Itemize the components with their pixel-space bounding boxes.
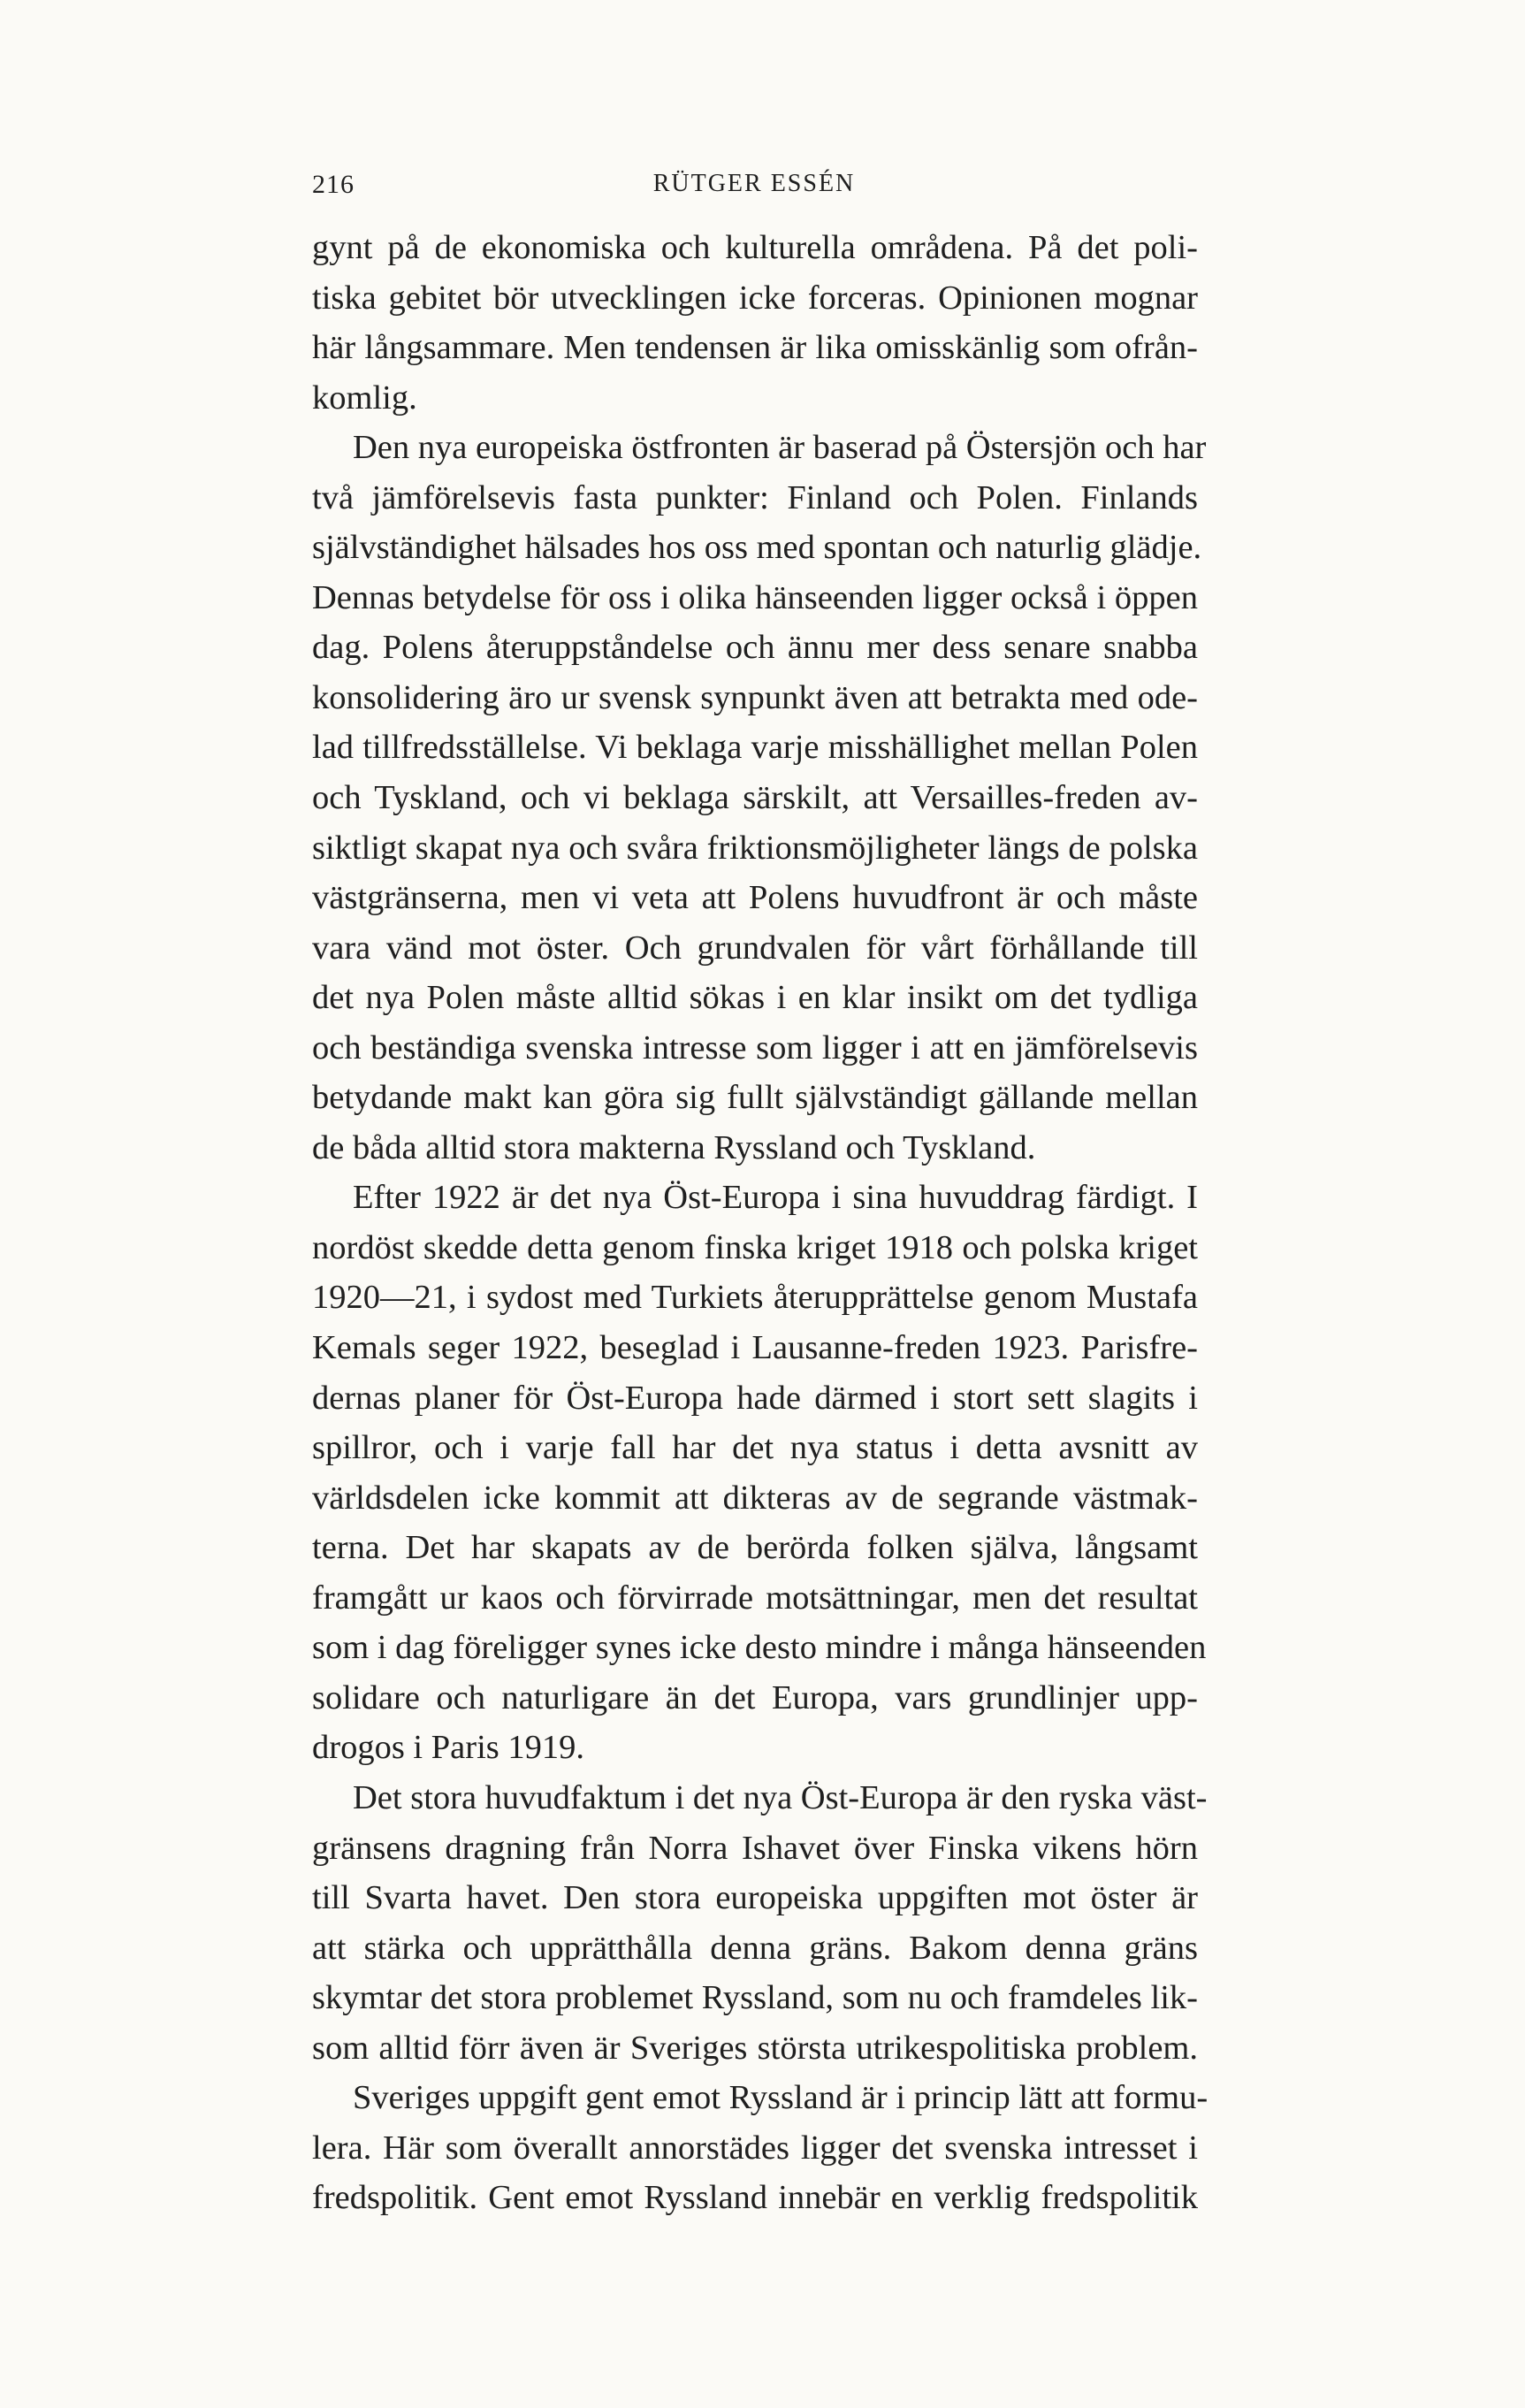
text-line: vara vänd mot öster. Och grundvalen för vårt förhållande till bbox=[312, 929, 1198, 967]
text-line: lera. Här som överallt annorstädes ligger det svenska intresset i bbox=[312, 2129, 1198, 2167]
text-line: siktligt skapat nya och svåra friktionsmöjligheter längs de polska bbox=[312, 829, 1198, 867]
text-line: Den nya europeiska östfronten är baserad på Östersjön och har bbox=[353, 429, 1207, 467]
text-line: terna. Det har skapats av de berörda folken själva, långsamt bbox=[312, 1529, 1198, 1567]
text-line: lad tillfredsställelse. Vi beklaga varje misshällighet mellan Polen bbox=[312, 729, 1198, 767]
text-line: framgått ur kaos och förvirrade motsättningar, men det resultat bbox=[312, 1579, 1198, 1617]
body-text bbox=[312, 223, 1209, 2223]
text-line: två jämförelsevis fasta punkter: Finland och Polen. Finlands bbox=[312, 478, 1198, 516]
text-line: gynt på de ekonomiska och kulturella områdena. På det poli- bbox=[312, 229, 1198, 266]
text-line: Det stora huvudfaktum i det nya Öst-Europa är den ryska väst- bbox=[353, 1778, 1208, 1816]
text-line: Efter 1922 är det nya Öst-Europa i sina huvuddrag färdigt. I bbox=[353, 1179, 1198, 1217]
page-number: 216 bbox=[312, 170, 355, 199]
text-line: världsdelen icke kommit att dikteras av de segrande västmak- bbox=[312, 1479, 1198, 1517]
text-line: tiska gebitet bör utvecklingen icke forceras. Opinionen mognar bbox=[312, 279, 1198, 317]
text-line: Kemals seger 1922, beseglad i Lausanne-freden 1923. Parisfre- bbox=[312, 1329, 1198, 1367]
text-line: Dennas betydelse för oss i olika hänseenden ligger också i öppen bbox=[312, 578, 1198, 616]
text-line: och beständiga svenska intresse som ligger i att en jämförelsevis bbox=[312, 1028, 1198, 1066]
text-line: konsolidering äro ur svensk synpunkt även att betrakta med ode- bbox=[312, 678, 1198, 716]
text-line: de båda alltid stora makterna Ryssland och Tyskland. bbox=[312, 1128, 1036, 1166]
text-line: fredspolitik. Gent emot Ryssland innebär en verklig fredspolitik bbox=[312, 2179, 1198, 2217]
running-head bbox=[312, 170, 1196, 205]
text-line: det nya Polen måste alltid sökas i en klar insikt om det tydliga bbox=[312, 979, 1198, 1017]
text-line: till Svarta havet. Den stora europeiska uppgiften mot öster är bbox=[312, 1879, 1198, 1917]
text-line: Sveriges uppgift gent emot Ryssland är i princip lätt att formu- bbox=[353, 2079, 1209, 2117]
text-line: skymtar det stora problemet Ryssland, som nu och framdeles lik- bbox=[312, 1979, 1198, 2017]
text-line: betydande makt kan göra sig fullt självständigt gällande mellan bbox=[312, 1079, 1198, 1117]
text-line: som i dag föreligger synes icke desto mindre i många hänseenden bbox=[312, 1629, 1207, 1667]
text-line: komlig. bbox=[312, 378, 417, 417]
text-line: västgränserna, men vi veta att Polens huvudfront är och måste bbox=[312, 879, 1198, 917]
text-line: självständighet hälsades hos oss med spontan och naturlig glädje. bbox=[312, 529, 1202, 567]
text-line: och Tyskland, och vi beklaga särskilt, att Versailles-freden av- bbox=[312, 779, 1198, 817]
text-line: spillror, och i varje fall har det nya status i detta avsnitt av bbox=[312, 1429, 1198, 1467]
text-line: dag. Polens återuppståndelse och ännu mer dess senare snabba bbox=[312, 629, 1198, 667]
text-line: 1920—21, i sydost med Turkiets återupprättelse genom Mustafa bbox=[312, 1279, 1198, 1317]
text-line: dernas planer för Öst-Europa hade därmed i stort sett slagits i bbox=[312, 1379, 1198, 1417]
text-line: solidare och naturligare än det Europa, vars grundlinjer upp- bbox=[312, 1678, 1198, 1716]
text-line: gränsens dragning från Norra Ishavet över Finska vikens hörn bbox=[312, 1829, 1198, 1867]
text-line: som alltid förr även är Sveriges största utrikespolitiska problem. bbox=[312, 2029, 1198, 2067]
text-line: drogos i Paris 1919. bbox=[312, 1729, 584, 1767]
text-line: här långsammare. Men tendensen är lika omisskänlig som ofrån- bbox=[312, 329, 1198, 367]
running-title: RÜTGER ESSÉN bbox=[652, 170, 856, 197]
text-line: att stärka och upprätthålla denna gräns. Bakom denna gräns bbox=[312, 1929, 1198, 1967]
text-line: nordöst skedde detta genom finska kriget 1918 och polska kriget bbox=[312, 1228, 1198, 1266]
